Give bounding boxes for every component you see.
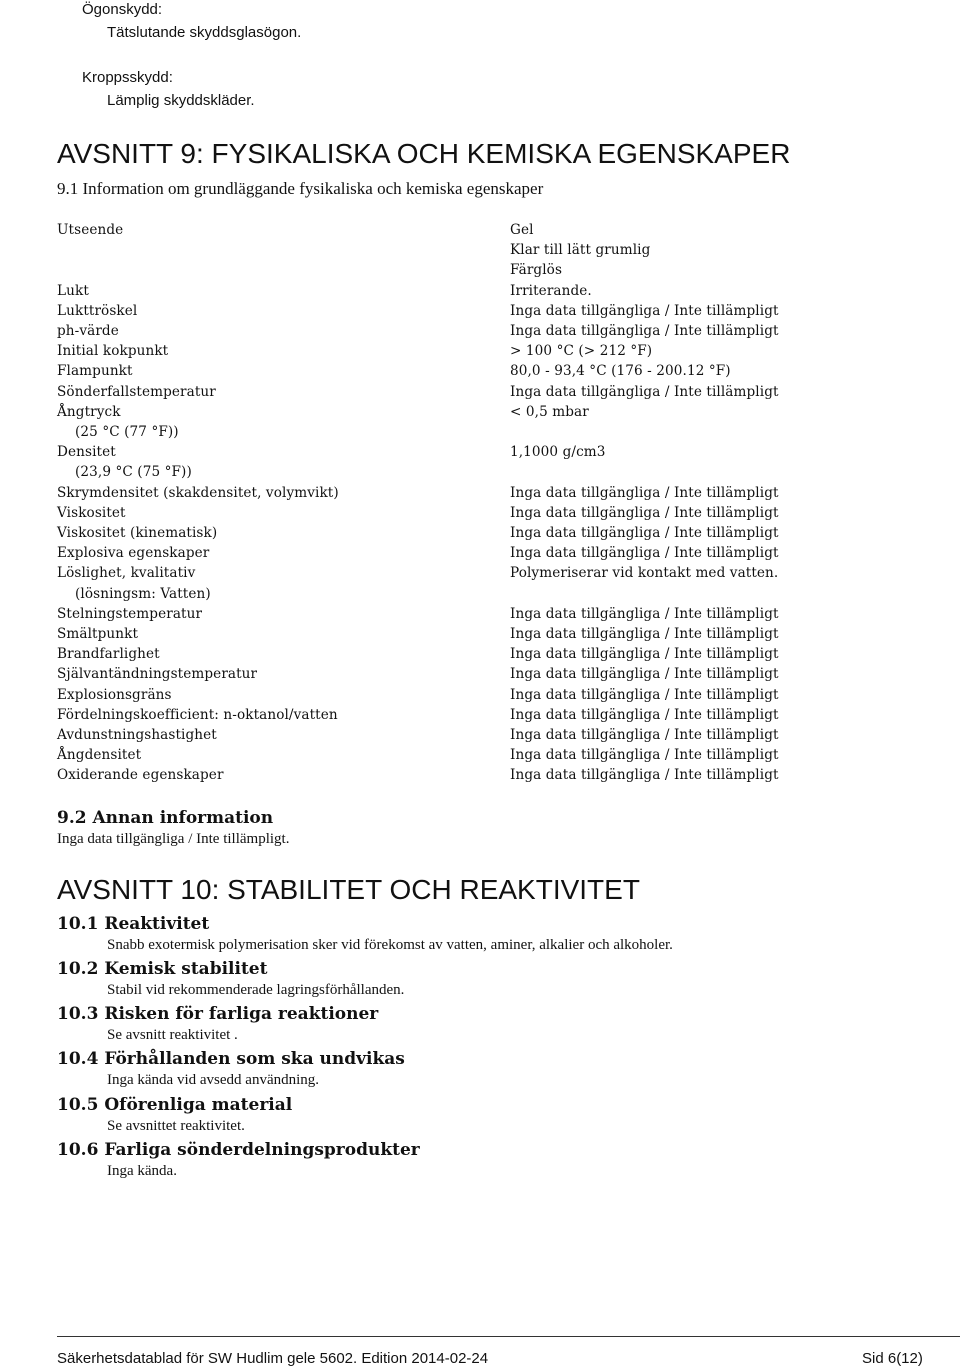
property-label: Initial kokpunkt [57,343,169,360]
body-protection-label: Kroppsskydd: [82,69,173,86]
property-value: < 0,5 mbar [510,403,589,420]
property-label: Utseende [57,222,124,238]
property-value: > 100 °C (> 212 °F) [510,343,653,360]
property-label: Ångdensitet [57,747,142,764]
property-value: Inga data tillgängliga / Inte tillämpligt [510,747,779,764]
section10-item-text: Se avsnittet reaktivitet. [107,1118,245,1134]
property-value: Inga data tillgängliga / Inte tillämpligt [510,727,779,743]
property-value: Irriterande. [510,282,592,299]
property-label: Löslighet, kvalitativ [57,565,196,582]
property-value: Inga data tillgängliga / Inte tillämpligt [510,666,779,683]
property-label: Viskositet [57,504,126,521]
section10-item-title: 10.6 Farliga sönderdelningsprodukter [57,1140,420,1160]
section9-2-heading: 9.2 Annan information [57,808,274,828]
property-label: Stelningstemperatur [57,605,203,622]
property-value: Inga data tillgängliga / Inte tillämpligt [510,504,779,521]
property-label: Flampunkt [57,363,133,380]
property-value: Inga data tillgängliga / Inte tillämpligt [510,323,779,339]
property-value: Polymeriserar vid kontakt med vatten. [510,565,779,582]
section10-item-text: Snabb exotermisk polymerisation sker vid förekomst av vatten, aminer, alkalier och alkoholer. [107,937,673,953]
section10-heading: AVSNITT 10: STABILITET OCH REAKTIVITET [57,874,640,905]
property-label: Skrymdensitet (skakdensitet, volymvikt) [57,484,339,501]
section10-item-title: 10.2 Kemisk stabilitet [57,959,268,979]
property-value: Färglös [510,262,563,279]
eye-protection-label: Ögonskydd: [82,1,163,18]
section10-item-text: Inga kända vid avsedd användning. [107,1072,320,1088]
section9-1-heading: 9.1 Information om grundläggande fysikaliska och kemiska egenskaper [57,179,544,198]
property-label: Lukt [57,282,89,299]
property-value: 1,1000 g/cm3 [510,444,606,461]
section10-item-title: 10.3 Risken för farliga reaktioner [57,1004,379,1024]
property-value: Klar till lätt grumlig [510,242,651,259]
property-label: Sönderfallstemperatur [57,383,216,400]
section10-item-text: Inga kända. [107,1163,177,1179]
section10-item-title: 10.5 Oförenliga material [57,1095,293,1115]
footer-page: Sid 6(12) [862,1350,923,1367]
property-value: Inga data tillgängliga / Inte tillämpligt [510,302,779,319]
property-value: Inga data tillgängliga / Inte tillämpligt [510,545,779,562]
property-label: Viskositet (kinematisk) [57,525,218,541]
property-label: Självantändningstemperatur [57,666,258,683]
section10-item-text: Se avsnitt reaktivitet . [107,1027,238,1043]
section9-heading: AVSNITT 9: FYSIKALISKA OCH KEMISKA EGENSKAPER [57,138,791,169]
property-label: Densitet [57,444,116,461]
property-value: Inga data tillgängliga / Inte tillämpligt [510,383,779,400]
property-value: Inga data tillgängliga / Inte tillämpligt [510,484,779,501]
property-label: (lösningsm: Vatten) [75,585,211,602]
section10-item-title: 10.4 Förhållanden som ska undvikas [57,1049,405,1069]
section10-item-title: 10.1 Reaktivitet [57,914,210,934]
property-label: Avdunstningshastighet [57,727,217,743]
property-value: Inga data tillgängliga / Inte tillämpligt [510,646,779,663]
property-label: Lukttröskel [57,302,138,319]
property-label: Smältpunkt [57,626,139,642]
body-protection-value: Lämplig skyddskläder. [107,92,255,109]
property-value: Inga data tillgängliga / Inte tillämpligt [510,767,779,784]
property-value: Inga data tillgängliga / Inte tillämpligt [510,525,779,541]
property-label: Oxiderande egenskaper [57,767,224,784]
property-value: Inga data tillgängliga / Inte tillämpligt [510,626,779,642]
property-label: Explosiva egenskaper [57,545,210,562]
property-value: Inga data tillgängliga / Inte tillämpligt [510,605,779,622]
property-value: Gel [510,222,534,238]
property-value: Inga data tillgängliga / Inte tillämpligt [510,706,779,723]
eye-protection-value: Tätslutande skyddsglasögon. [107,24,302,41]
property-label: Ångtryck [57,403,121,420]
property-value: Inga data tillgängliga / Inte tillämpligt [510,686,779,703]
property-label: ph-värde [57,323,119,339]
property-value: 80,0 - 93,4 °C (176 - 200.12 °F) [510,363,731,380]
footer-left: Säkerhetsdatablad för SW Hudlim gele 5602. Edition 2014-02-24 [57,1350,489,1367]
property-label: Brandfarlighet [57,646,160,663]
footer-divider [57,1336,960,1337]
property-label: Fördelningskoefficient: n-oktanol/vatten [57,706,338,723]
property-label: (25 °C (77 °F)) [75,424,179,440]
property-label: (23,9 °C (75 °F)) [75,464,192,481]
property-label: Explosionsgräns [57,686,172,703]
section10-item-text: Stabil vid rekommenderade lagringsförhållanden. [107,982,405,998]
section9-2-text: Inga data tillgängliga / Inte tillämpligt. [57,831,290,847]
